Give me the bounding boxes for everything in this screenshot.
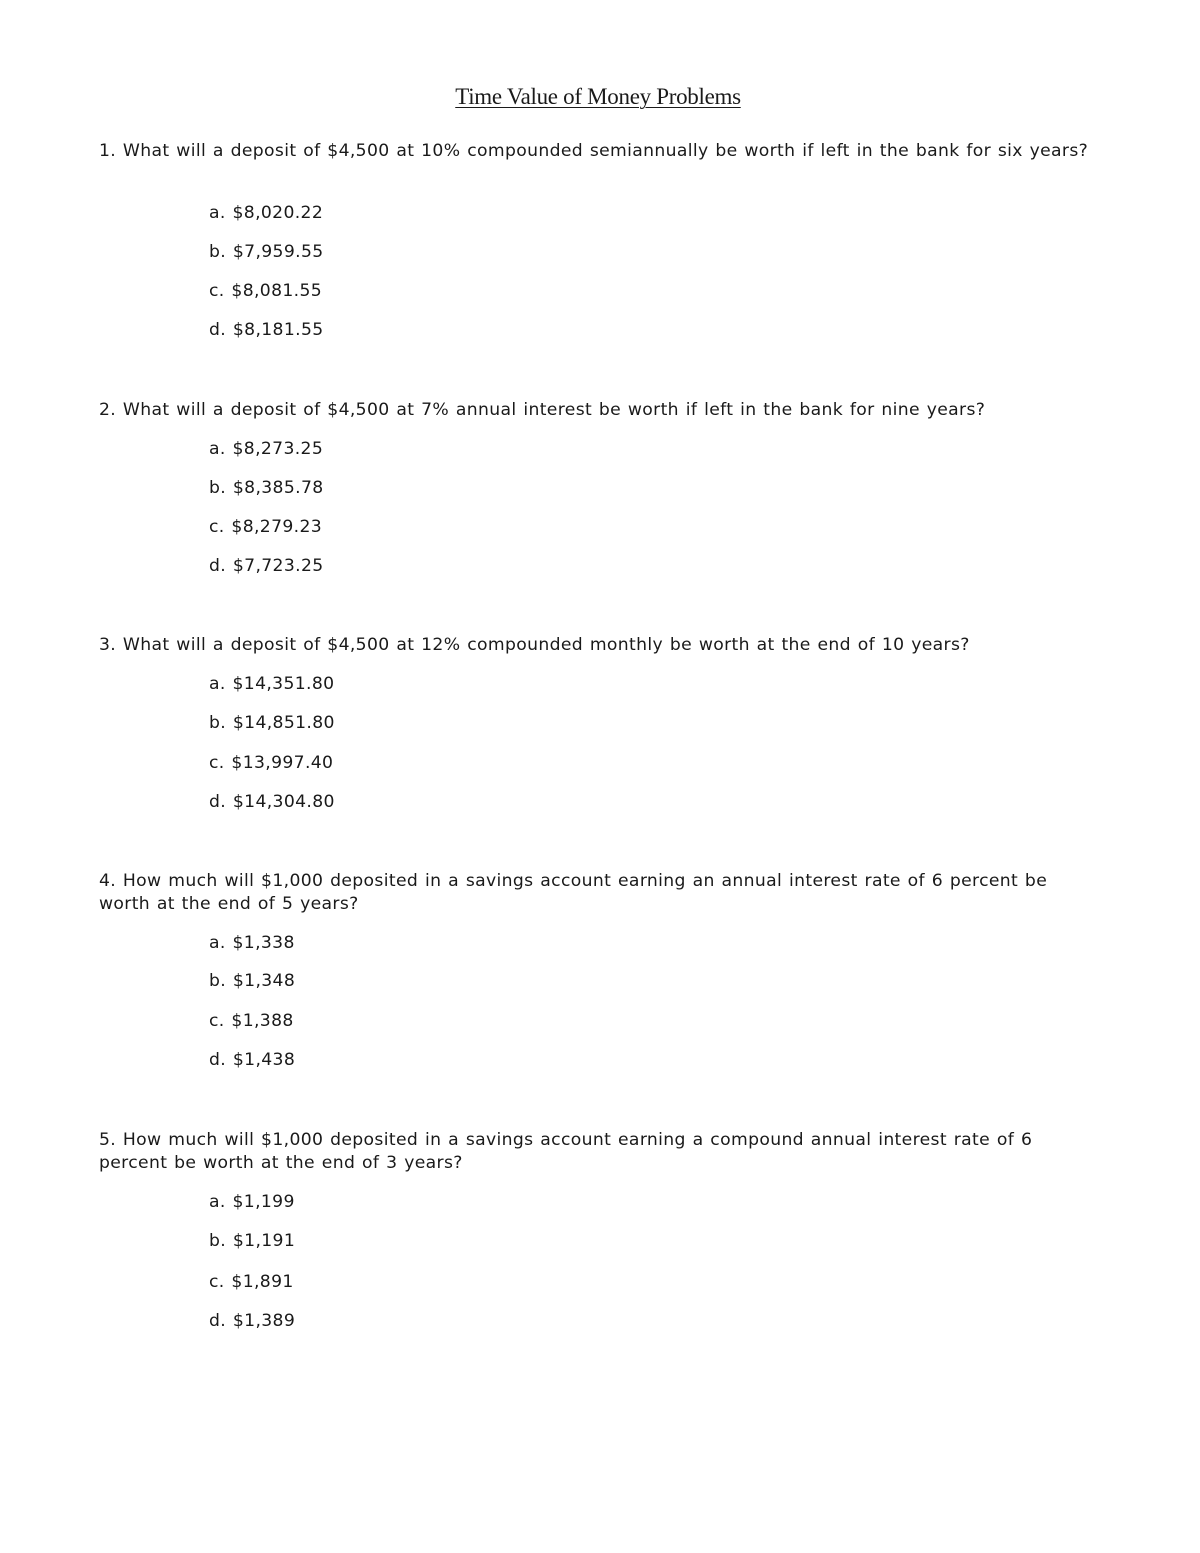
question-2 bbox=[99, 399, 1099, 576]
option-c: c. $1,388 bbox=[209, 1011, 294, 1031]
option-d: d. $1,389 bbox=[209, 1311, 296, 1331]
option-b: b. $1,191 bbox=[209, 1231, 296, 1251]
document-title: Time Value of Money Problems bbox=[455, 84, 741, 109]
option-d: d. $8,181.55 bbox=[209, 320, 324, 340]
option-c: c. $8,279.23 bbox=[209, 517, 323, 537]
option-b: b. $7,959.55 bbox=[209, 242, 324, 262]
question-3 bbox=[99, 634, 1099, 812]
option-a: a. $1,199 bbox=[209, 1192, 295, 1212]
option-c: c. $1,891 bbox=[209, 1272, 294, 1292]
option-b: b. $14,851.80 bbox=[209, 713, 335, 733]
option-d: d. $1,438 bbox=[209, 1050, 296, 1070]
question-text: 2. What will a deposit of $4,500 at 7% annual interest be worth if left in the bank for nine years? bbox=[99, 400, 986, 420]
question-5 bbox=[99, 1129, 1099, 1331]
option-b: b. $1,348 bbox=[209, 971, 296, 991]
question-4 bbox=[99, 870, 1099, 1070]
option-c: c. $13,997.40 bbox=[209, 753, 334, 773]
question-text: 4. How much will $1,000 deposited in a savings account earning an annual interest rate of 6 percent be worth at the end of 5 years? bbox=[99, 871, 1048, 914]
option-a: a. $14,351.80 bbox=[209, 674, 335, 694]
option-d: d. $14,304.80 bbox=[209, 792, 335, 812]
option-b: b. $8,385.78 bbox=[209, 478, 324, 498]
question-text: 5. How much will $1,000 deposited in a savings account earning a compound annual interest rate of 6 percent be worth at the end of 3 years? bbox=[99, 1130, 1033, 1173]
question-text: 3. What will a deposit of $4,500 at 12% compounded monthly be worth at the end of 10 years? bbox=[99, 635, 970, 655]
option-a: a. $1,338 bbox=[209, 933, 295, 953]
option-a: a. $8,020.22 bbox=[209, 203, 324, 223]
question-1 bbox=[99, 140, 1099, 340]
option-a: a. $8,273.25 bbox=[209, 439, 324, 459]
option-d: d. $7,723.25 bbox=[209, 556, 324, 576]
question-text: 1. What will a deposit of $4,500 at 10% compounded semiannually be worth if left in the bank for six years? bbox=[99, 141, 1089, 161]
option-c: c. $8,081.55 bbox=[209, 281, 323, 301]
